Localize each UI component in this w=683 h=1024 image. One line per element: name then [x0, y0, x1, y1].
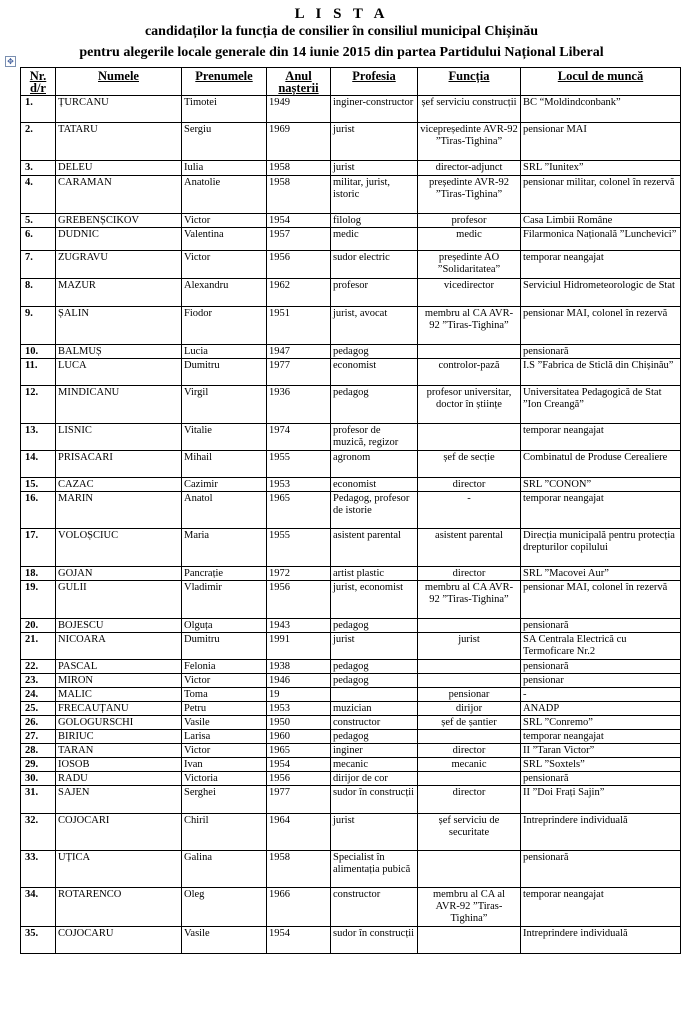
cell-anul: 1949: [267, 96, 331, 123]
cell-functia: [418, 730, 521, 744]
cell-anul: 1936: [267, 386, 331, 424]
cell-nr: 24.: [21, 688, 56, 702]
table-row: [21, 279, 681, 307]
table-row: [21, 851, 681, 888]
cell-functia: șef serviciu de securitate: [418, 814, 521, 851]
cell-prenumele: Vasile: [182, 716, 267, 730]
cell-functia: [418, 674, 521, 688]
cell-functia: [418, 927, 521, 954]
cell-locul: SRL ”CONON”: [521, 478, 681, 492]
table-row: [21, 451, 681, 478]
cell-numele: MARIN: [56, 492, 182, 529]
cell-profesia: economist: [331, 359, 418, 386]
cell-prenumele: Sergiu: [182, 123, 267, 161]
document-subtitle: candidaților la funcția de consilier în consiliul municipal Chișinău: [144, 24, 539, 39]
cell-nr: 18.: [21, 567, 56, 581]
cell-profesia: pedagog: [331, 660, 418, 674]
cell-nr: 6.: [21, 228, 56, 251]
cell-nr: 34.: [21, 888, 56, 927]
cell-prenumele: Victor: [182, 214, 267, 228]
cell-prenumele: Petru: [182, 702, 267, 716]
cell-locul: Direcția municipală pentru protecția drepturilor copilului: [521, 529, 681, 567]
cell-prenumele: Timotei: [182, 96, 267, 123]
cell-locul: Casa Limbii Române: [521, 214, 681, 228]
cell-anul: 1956: [267, 581, 331, 619]
cell-functia: [418, 851, 521, 888]
cell-profesia: constructor: [331, 716, 418, 730]
cell-numele: ZUGRAVU: [56, 251, 182, 279]
cell-locul: temporar neangajat: [521, 424, 681, 451]
cell-locul: Intreprindere individuală: [521, 814, 681, 851]
table-row: [21, 633, 681, 660]
cell-anul: 1954: [267, 214, 331, 228]
cell-prenumele: Cazimir: [182, 478, 267, 492]
cell-numele: BOJESCU: [56, 619, 182, 633]
cell-profesia: jurist: [331, 633, 418, 660]
cell-anul: 1955: [267, 529, 331, 567]
cell-anul: 1977: [267, 359, 331, 386]
cell-prenumele: Victor: [182, 674, 267, 688]
cell-nr: 19.: [21, 581, 56, 619]
cell-nr: 23.: [21, 674, 56, 688]
cell-profesia: pedagog: [331, 345, 418, 359]
cell-locul: temporar neangajat: [521, 730, 681, 744]
cell-profesia: jurist, avocat: [331, 307, 418, 345]
cell-profesia: filolog: [331, 214, 418, 228]
cell-anul: 1969: [267, 123, 331, 161]
cell-numele: TATARU: [56, 123, 182, 161]
cell-nr: 30.: [21, 772, 56, 786]
cell-functia: director: [418, 744, 521, 758]
cell-numele: UȚICA: [56, 851, 182, 888]
cell-numele: RADU: [56, 772, 182, 786]
cell-functia: profesor universitar, doctor în științe: [418, 386, 521, 424]
cell-locul: II ”Taran Victor”: [521, 744, 681, 758]
table-row: [21, 251, 681, 279]
column-header-functia: Funcția: [418, 68, 521, 96]
cell-nr: 27.: [21, 730, 56, 744]
cell-profesia: mecanic: [331, 758, 418, 772]
cell-prenumele: Larisa: [182, 730, 267, 744]
cell-prenumele: Vitalie: [182, 424, 267, 451]
cell-numele: CAZAC: [56, 478, 182, 492]
cell-numele: MIRON: [56, 674, 182, 688]
cell-locul: pensionară: [521, 772, 681, 786]
cell-profesia: Specialist în alimentația pubică: [331, 851, 418, 888]
table-row: [21, 478, 681, 492]
cell-profesia: medic: [331, 228, 418, 251]
cell-prenumele: Chiril: [182, 814, 267, 851]
column-header-profesia: Profesia: [331, 68, 418, 96]
cell-anul: 1965: [267, 492, 331, 529]
cell-numele: IOSOB: [56, 758, 182, 772]
cell-profesia: dirijor de cor: [331, 772, 418, 786]
cell-locul: temporar neangajat: [521, 492, 681, 529]
cell-functia: medic: [418, 228, 521, 251]
cell-prenumele: Iulia: [182, 161, 267, 176]
cell-numele: MALIC: [56, 688, 182, 702]
table-row: [21, 888, 681, 927]
cell-locul: temporar neangajat: [521, 888, 681, 927]
cell-profesia: asistent parental: [331, 529, 418, 567]
cell-anul: 1956: [267, 251, 331, 279]
table-row: [21, 228, 681, 251]
cell-functia: membru al CA AVR-92 ”Tiras-Tighina”: [418, 307, 521, 345]
cell-functia: șef de șantier: [418, 716, 521, 730]
cell-profesia: pedagog: [331, 730, 418, 744]
table-row: [21, 730, 681, 744]
cell-anul: 1953: [267, 702, 331, 716]
cell-nr: 4.: [21, 176, 56, 214]
cell-functia: -: [418, 492, 521, 529]
cell-functia: [418, 772, 521, 786]
cell-nr: 28.: [21, 744, 56, 758]
table-row: [21, 660, 681, 674]
cell-prenumele: Lucia: [182, 345, 267, 359]
table-row: [21, 96, 681, 123]
cell-profesia: Pedagog, profesor de istorie: [331, 492, 418, 529]
cell-locul: pensionară: [521, 619, 681, 633]
cell-prenumele: Pancrație: [182, 567, 267, 581]
column-header-prenumele: Prenumele: [182, 68, 267, 96]
cell-locul: pensionară: [521, 345, 681, 359]
cell-profesia: jurist: [331, 814, 418, 851]
cell-locul: pensionar MAI, colonel în rezervă: [521, 307, 681, 345]
cell-nr: 3.: [21, 161, 56, 176]
table-row: [21, 619, 681, 633]
cell-locul: SRL ”Macovei Aur”: [521, 567, 681, 581]
cell-numele: NICOARA: [56, 633, 182, 660]
cell-anul: 1951: [267, 307, 331, 345]
cell-functia: profesor: [418, 214, 521, 228]
table-row: [21, 758, 681, 772]
table-row: [21, 214, 681, 228]
cell-functia: jurist: [418, 633, 521, 660]
cell-nr: 9.: [21, 307, 56, 345]
cell-numele: LISNIC: [56, 424, 182, 451]
cell-anul: 1964: [267, 814, 331, 851]
cell-prenumele: Valentina: [182, 228, 267, 251]
cell-functia: vicedirector: [418, 279, 521, 307]
cell-numele: COJOCARI: [56, 814, 182, 851]
cell-locul: I.S ”Fabrica de Sticlă din Chișinău”: [521, 359, 681, 386]
table-row: [21, 674, 681, 688]
cell-numele: PASCAL: [56, 660, 182, 674]
table-row: [21, 688, 681, 702]
cell-locul: Intreprindere individuală: [521, 927, 681, 954]
candidates-table: [20, 67, 681, 954]
cell-prenumele: Anatolie: [182, 176, 267, 214]
cell-locul: temporar neangajat: [521, 251, 681, 279]
cell-prenumele: Alexandru: [182, 279, 267, 307]
cell-anul: 1946: [267, 674, 331, 688]
cell-anul: 1956: [267, 772, 331, 786]
cell-anul: 1972: [267, 567, 331, 581]
table-row: [21, 927, 681, 954]
cell-nr: 11.: [21, 359, 56, 386]
cell-prenumele: Fiodor: [182, 307, 267, 345]
cell-prenumele: Vladimir: [182, 581, 267, 619]
cell-nr: 33.: [21, 851, 56, 888]
cell-nr: 12.: [21, 386, 56, 424]
cell-numele: GOLOGURSCHI: [56, 716, 182, 730]
cell-nr: 13.: [21, 424, 56, 451]
cell-locul: SRL ”Iunitex”: [521, 161, 681, 176]
table-row: [21, 307, 681, 345]
cell-functia: director: [418, 786, 521, 814]
cell-numele: MAZUR: [56, 279, 182, 307]
document-title: L I S T A: [294, 6, 389, 22]
cell-prenumele: Victor: [182, 251, 267, 279]
cell-anul: 1938: [267, 660, 331, 674]
cell-profesia: sudor în construcții: [331, 927, 418, 954]
cell-locul: SA Centrala Electrică cu Termoficare Nr.2: [521, 633, 681, 660]
cell-prenumele: Felonia: [182, 660, 267, 674]
cell-anul: 1962: [267, 279, 331, 307]
cell-numele: DELEU: [56, 161, 182, 176]
table-row: [21, 359, 681, 386]
cell-prenumele: Dumitru: [182, 633, 267, 660]
cell-numele: LUCA: [56, 359, 182, 386]
table-row: [21, 744, 681, 758]
cell-prenumele: Galina: [182, 851, 267, 888]
cell-prenumele: Anatol: [182, 492, 267, 529]
cell-anul: 1966: [267, 888, 331, 927]
cell-nr: 2.: [21, 123, 56, 161]
cell-prenumele: Dumitru: [182, 359, 267, 386]
cell-functia: dirijor: [418, 702, 521, 716]
cell-nr: 35.: [21, 927, 56, 954]
cell-nr: 1.: [21, 96, 56, 123]
cell-nr: 25.: [21, 702, 56, 716]
table-row: [21, 386, 681, 424]
cell-numele: FRECAUȚANU: [56, 702, 182, 716]
cell-anul: 1991: [267, 633, 331, 660]
cell-nr: 26.: [21, 716, 56, 730]
cell-locul: pensionar MAI, colonel în rezervă: [521, 581, 681, 619]
cell-locul: pensionar militar, colonel în rezervă: [521, 176, 681, 214]
cell-prenumele: Oleg: [182, 888, 267, 927]
cell-prenumele: Mihail: [182, 451, 267, 478]
cell-nr: 31.: [21, 786, 56, 814]
cell-prenumele: Victor: [182, 744, 267, 758]
cell-locul: pensionară: [521, 851, 681, 888]
table-row: [21, 345, 681, 359]
cell-anul: 1958: [267, 851, 331, 888]
cell-profesia: jurist: [331, 123, 418, 161]
cell-nr: 17.: [21, 529, 56, 567]
cell-anul: 1947: [267, 345, 331, 359]
cell-functia: [418, 660, 521, 674]
cell-numele: MINDICANU: [56, 386, 182, 424]
cell-prenumele: Victoria: [182, 772, 267, 786]
cell-functia: președinte AO ”Solidaritatea”: [418, 251, 521, 279]
cell-profesia: pedagog: [331, 674, 418, 688]
cell-anul: 1960: [267, 730, 331, 744]
cell-functia: director-adjunct: [418, 161, 521, 176]
cell-anul: 1957: [267, 228, 331, 251]
cell-profesia: sudor electric: [331, 251, 418, 279]
cell-profesia: constructor: [331, 888, 418, 927]
cell-functia: șef serviciu construcții: [418, 96, 521, 123]
cell-anul: 1958: [267, 176, 331, 214]
cell-functia: pensionar: [418, 688, 521, 702]
table-row: [21, 161, 681, 176]
cell-numele: COJOCARU: [56, 927, 182, 954]
cell-locul: Universitatea Pedagogică de Stat ”Ion Creangă”: [521, 386, 681, 424]
cell-locul: -: [521, 688, 681, 702]
cell-nr: 14.: [21, 451, 56, 478]
cell-nr: 32.: [21, 814, 56, 851]
cell-nr: 21.: [21, 633, 56, 660]
cell-numele: DUDNIC: [56, 228, 182, 251]
cell-nr: 22.: [21, 660, 56, 674]
cell-nr: 7.: [21, 251, 56, 279]
cell-profesia: sudor în construcții: [331, 786, 418, 814]
cell-profesia: [331, 688, 418, 702]
cell-numele: BALMUȘ: [56, 345, 182, 359]
cell-nr: 5.: [21, 214, 56, 228]
cell-locul: Serviciul Hidrometeorologic de Stat: [521, 279, 681, 307]
cell-numele: SAJEN: [56, 786, 182, 814]
cell-functia: asistent parental: [418, 529, 521, 567]
cell-numele: GOJAN: [56, 567, 182, 581]
cell-prenumele: Olguța: [182, 619, 267, 633]
cell-locul: BC “Moldindconbank”: [521, 96, 681, 123]
cell-functia: șef de secție: [418, 451, 521, 478]
cell-functia: controlor-pază: [418, 359, 521, 386]
cell-profesia: jurist, economist: [331, 581, 418, 619]
cell-profesia: agronom: [331, 451, 418, 478]
move-anchor-icon[interactable]: ✥: [5, 56, 16, 67]
cell-prenumele: Maria: [182, 529, 267, 567]
cell-functia: membru al CA AVR-92 ”Tiras-Tighina”: [418, 581, 521, 619]
column-header-nr: Nr. d/r: [21, 68, 56, 96]
cell-functia: mecanic: [418, 758, 521, 772]
cell-numele: ȘALIN: [56, 307, 182, 345]
table-row: [21, 123, 681, 161]
cell-anul: 1953: [267, 478, 331, 492]
cell-locul: Filarmonica Națională ”Lunchevici”: [521, 228, 681, 251]
cell-prenumele: Toma: [182, 688, 267, 702]
document-subtitle-election: pentru alegerile locale generale din 14 iunie 2015 din partea Partidului Național Liberal: [79, 45, 604, 60]
cell-functia: președinte AVR-92 ”Tiras-Tighina”: [418, 176, 521, 214]
table-row: [21, 702, 681, 716]
cell-numele: GREBENȘCIKOV: [56, 214, 182, 228]
cell-prenumele: Ivan: [182, 758, 267, 772]
cell-functia: vicepreședinte AVR-92 ”Tiras-Tighina”: [418, 123, 521, 161]
table-row: [21, 786, 681, 814]
cell-profesia: muzician: [331, 702, 418, 716]
cell-locul: ANADP: [521, 702, 681, 716]
cell-profesia: economist: [331, 478, 418, 492]
cell-locul: pensionar MAI: [521, 123, 681, 161]
cell-functia: [418, 424, 521, 451]
cell-profesia: profesor de muzică, regizor: [331, 424, 418, 451]
cell-numele: GULII: [56, 581, 182, 619]
cell-locul: SRL ”Soxtels”: [521, 758, 681, 772]
cell-nr: 20.: [21, 619, 56, 633]
table-row: [21, 424, 681, 451]
cell-anul: 1950: [267, 716, 331, 730]
cell-functia: director: [418, 478, 521, 492]
cell-anul: 1943: [267, 619, 331, 633]
cell-functia: [418, 619, 521, 633]
cell-profesia: jurist: [331, 161, 418, 176]
table-row: [21, 567, 681, 581]
cell-locul: Combinatul de Produse Cerealiere: [521, 451, 681, 478]
cell-anul: 1977: [267, 786, 331, 814]
cell-profesia: inginer-constructor: [331, 96, 418, 123]
cell-locul: pensionar: [521, 674, 681, 688]
table-row: [21, 772, 681, 786]
cell-locul: II ”Doi Frați Sajin”: [521, 786, 681, 814]
table-row: [21, 716, 681, 730]
cell-prenumele: Virgil: [182, 386, 267, 424]
cell-nr: 16.: [21, 492, 56, 529]
cell-profesia: militar, jurist, istoric: [331, 176, 418, 214]
cell-anul: 1958: [267, 161, 331, 176]
cell-profesia: profesor: [331, 279, 418, 307]
table-row: [21, 814, 681, 851]
column-header-numele: Numele: [56, 68, 182, 96]
cell-numele: ȚURCANU: [56, 96, 182, 123]
cell-locul: pensionară: [521, 660, 681, 674]
cell-numele: CARAMAN: [56, 176, 182, 214]
cell-nr: 29.: [21, 758, 56, 772]
table-row: [21, 581, 681, 619]
cell-numele: PRISACARI: [56, 451, 182, 478]
cell-locul: SRL ”Conremo”: [521, 716, 681, 730]
cell-numele: TARAN: [56, 744, 182, 758]
cell-nr: 15.: [21, 478, 56, 492]
cell-profesia: inginer: [331, 744, 418, 758]
cell-profesia: pedagog: [331, 619, 418, 633]
cell-prenumele: Vasile: [182, 927, 267, 954]
column-header-locul-de-munca: Locul de muncă: [521, 68, 681, 96]
cell-functia: [418, 345, 521, 359]
cell-numele: ROTARENCO: [56, 888, 182, 927]
cell-profesia: artist plastic: [331, 567, 418, 581]
cell-anul: 1954: [267, 758, 331, 772]
cell-anul: 1955: [267, 451, 331, 478]
cell-nr: 8.: [21, 279, 56, 307]
column-header-anul-nasterii: Anul nașterii: [267, 68, 331, 96]
cell-profesia: pedagog: [331, 386, 418, 424]
cell-numele: BIRIUC: [56, 730, 182, 744]
cell-functia: director: [418, 567, 521, 581]
cell-prenumele: Serghei: [182, 786, 267, 814]
cell-anul: 1974: [267, 424, 331, 451]
table-row: [21, 492, 681, 529]
cell-anul: 19: [267, 688, 331, 702]
cell-numele: VOLOȘCIUC: [56, 529, 182, 567]
cell-functia: membru al CA al AVR-92 ”Tiras-Tighina”: [418, 888, 521, 927]
cell-nr: 10.: [21, 345, 56, 359]
table-row: [21, 176, 681, 214]
cell-anul: 1965: [267, 744, 331, 758]
cell-anul: 1954: [267, 927, 331, 954]
table-row: [21, 529, 681, 567]
table-header-row: [21, 68, 681, 96]
